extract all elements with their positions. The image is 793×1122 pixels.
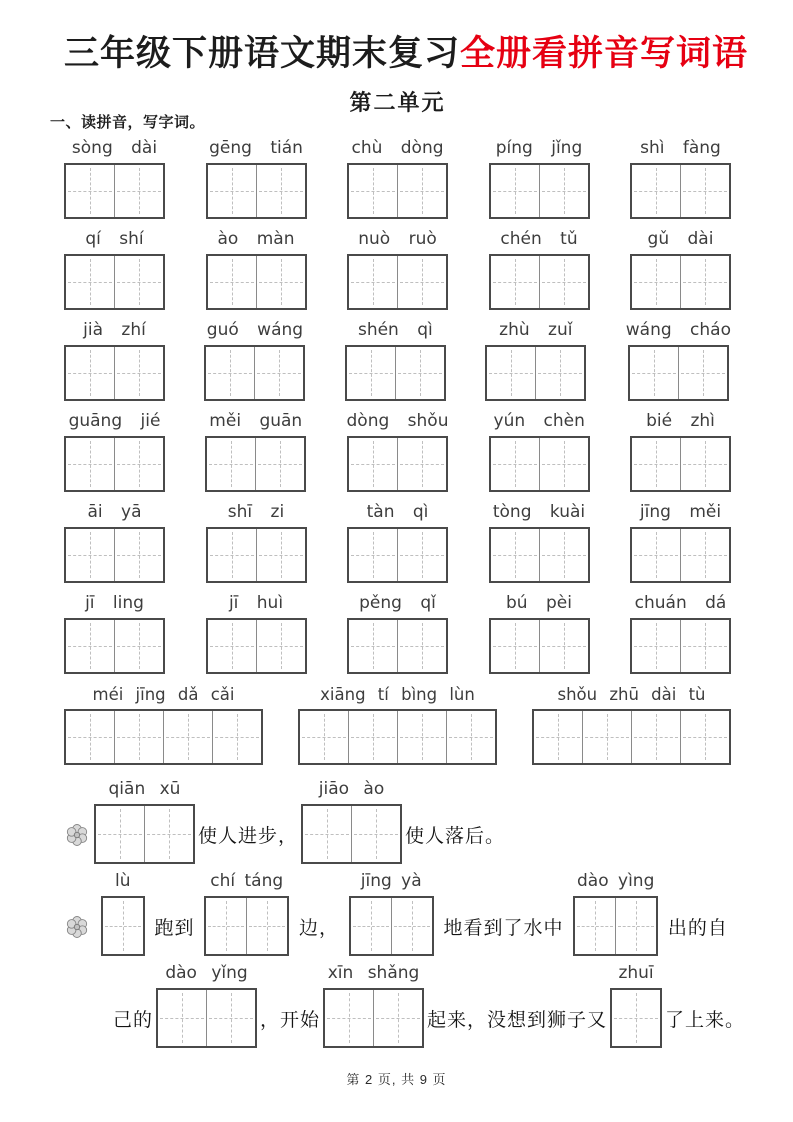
writing-grid-box [64, 527, 165, 583]
sentence-line [64, 779, 731, 864]
writing-cell [66, 529, 114, 581]
writing-grid-box [489, 436, 590, 492]
word-group [301, 779, 402, 864]
writing-cell [539, 529, 588, 581]
word-group [489, 502, 590, 583]
flower-icon [64, 822, 90, 848]
writing-cell [303, 806, 351, 862]
writing-cell [539, 620, 588, 672]
writing-grid-box [532, 709, 731, 765]
writing-grid-box [628, 345, 729, 401]
word-group [347, 138, 448, 219]
writing-grid-box [630, 436, 731, 492]
writing-cell [256, 165, 305, 217]
writing-cell [66, 347, 114, 399]
writing-cell [206, 347, 254, 399]
writing-cell [575, 898, 615, 954]
word-group [485, 320, 586, 401]
word-group [489, 229, 590, 310]
writing-cell [397, 529, 446, 581]
writing-cell [349, 438, 397, 490]
pinyin-label: chén tǔ [500, 229, 578, 250]
writing-cell [348, 711, 397, 763]
word-group [323, 963, 424, 1048]
word-group [206, 593, 307, 674]
writing-cell [256, 256, 305, 308]
pinyin-label: guó wáng [206, 320, 304, 341]
page-number: 第 2 页, 共 9 页 [346, 1072, 447, 1087]
sentence-text: 了上来。 [665, 1010, 746, 1032]
writing-cell [158, 990, 206, 1046]
pinyin-label: xiāng tí bìng lùn [320, 685, 475, 705]
title-red-part: 全册看拼音写词语 [460, 34, 749, 73]
pinyin-label: tàn qì [366, 502, 429, 523]
writing-cell [256, 529, 305, 581]
pinyin-label: āi yā [87, 502, 142, 523]
writing-grid-box [64, 254, 165, 310]
word-group [204, 871, 289, 956]
header-line [50, 86, 731, 134]
pinyin-label: jī huì [228, 593, 284, 614]
writing-grid-box [610, 988, 662, 1048]
writing-cell [114, 347, 163, 399]
writing-cell [535, 347, 584, 399]
pinyin-label: jīng yà [360, 871, 422, 892]
writing-grid-box [298, 709, 497, 765]
word-group [347, 502, 448, 583]
writing-cell [347, 347, 395, 399]
word-group [610, 963, 662, 1048]
writing-cell [349, 620, 397, 672]
pinyin-label: wáng cháo [625, 320, 731, 341]
writing-cell [680, 529, 729, 581]
writing-cell [349, 165, 397, 217]
writing-grid-box [64, 345, 165, 401]
pinyin-label: jiāo ào [318, 779, 385, 800]
writing-cell [491, 438, 539, 490]
writing-cell [615, 898, 656, 954]
word-group [347, 229, 448, 310]
writing-cell [256, 620, 305, 672]
writing-grid-box [206, 527, 307, 583]
writing-cell [539, 438, 588, 490]
word-group [205, 411, 306, 492]
word-group [347, 411, 449, 492]
writing-cell [397, 165, 446, 217]
writing-cell [534, 711, 582, 763]
writing-grid-box [345, 345, 446, 401]
word-row [64, 502, 731, 583]
word-group [347, 593, 448, 674]
sentence-text: 使人落后。 [405, 826, 506, 848]
pinyin-label: guāng jié [68, 411, 161, 432]
word-group [156, 963, 257, 1048]
writing-grid-box [156, 988, 257, 1048]
writing-grid-box [573, 896, 658, 956]
word-group [345, 320, 446, 401]
writing-grid-box [204, 345, 305, 401]
pinyin-label: shén qì [357, 320, 433, 341]
pinyin-label: ào màn [217, 229, 295, 250]
writing-cell [446, 711, 495, 763]
pinyin-label: bú pèi [506, 593, 572, 614]
writing-grid-box [489, 163, 590, 219]
writing-grid-box [205, 436, 306, 492]
writing-cell [539, 256, 588, 308]
writing-cell [255, 438, 304, 490]
pinyin-label: zhù zuǐ [499, 320, 573, 341]
writing-cell [66, 256, 114, 308]
word-row [64, 593, 731, 674]
pinyin-label: dào yìng [577, 871, 655, 892]
writing-cell [300, 711, 348, 763]
pinyin-label: shì fàng [640, 138, 721, 159]
word-group [630, 229, 731, 310]
pinyin-label: chuán dá [634, 593, 727, 614]
flower-icon [64, 914, 90, 940]
pinyin-label: sòng dài [71, 138, 158, 159]
writing-cell [680, 620, 729, 672]
writing-cell [539, 165, 588, 217]
writing-grid-box [347, 163, 448, 219]
writing-grid-box [204, 896, 289, 956]
writing-cell [397, 620, 446, 672]
word-group [94, 779, 195, 864]
writing-cell [680, 438, 729, 490]
writing-cell [114, 529, 163, 581]
pinyin-label: yún chèn [493, 411, 585, 432]
word-group [298, 684, 497, 765]
pinyin-label: pěng qǐ [359, 593, 436, 614]
pinyin-label: píng jǐng [495, 138, 583, 159]
writing-cell [632, 620, 680, 672]
word-group [630, 502, 731, 583]
word-group [489, 593, 590, 674]
unit-heading: 第二单元 [349, 90, 446, 116]
writing-cell [373, 990, 422, 1046]
sentence-text: 地看到了水中 [443, 918, 564, 940]
word-group [630, 411, 731, 492]
word-group [204, 320, 305, 401]
writing-grid-box [347, 436, 448, 492]
writing-grid-box [64, 709, 263, 765]
writing-grid-box [630, 618, 731, 674]
writing-grid-box [206, 254, 307, 310]
writing-cell [351, 898, 391, 954]
writing-cell [680, 711, 729, 763]
writing-cell [207, 438, 255, 490]
page-title [64, 34, 749, 74]
writing-cell [114, 438, 163, 490]
writing-cell [391, 898, 432, 954]
writing-cell [349, 256, 397, 308]
writing-cell [212, 711, 261, 763]
word-group [532, 684, 731, 765]
writing-grid-box [349, 896, 434, 956]
writing-grid-box [301, 804, 402, 864]
pinyin-label: lù [114, 871, 131, 892]
writing-grid-box [94, 804, 195, 864]
word-group [64, 411, 165, 492]
writing-cell [487, 347, 535, 399]
writing-cell [114, 620, 163, 672]
writing-cell [491, 620, 539, 672]
writing-grid-box [485, 345, 586, 401]
writing-grid-box [64, 618, 165, 674]
pinyin-label: jī ling [85, 593, 144, 614]
writing-cell [208, 256, 256, 308]
writing-cell [631, 711, 680, 763]
word-group [489, 138, 590, 219]
word-group [573, 871, 658, 956]
pinyin-label: bié zhì [646, 411, 715, 432]
writing-cell [66, 165, 114, 217]
pinyin-label: chí táng [210, 871, 284, 892]
writing-cell [582, 711, 631, 763]
word-group [489, 411, 590, 492]
pinyin-label: dào yǐng [165, 963, 248, 984]
writing-cell [612, 990, 660, 1046]
sentence-text: 出的自 [667, 918, 728, 940]
writing-cell [96, 806, 144, 862]
writing-cell [632, 256, 680, 308]
word-group [630, 593, 731, 674]
word-row [64, 138, 731, 219]
writing-cell [163, 711, 212, 763]
word-row [64, 684, 731, 765]
writing-cell [66, 711, 114, 763]
writing-cell [254, 347, 303, 399]
instruction-text: 一、读拼音，写字词。 [50, 114, 206, 132]
pinyin-label: zhuī [618, 963, 654, 984]
writing-cell [632, 438, 680, 490]
pinyin-word-grid [64, 138, 731, 765]
word-group [206, 138, 307, 219]
writing-grid-box [489, 527, 590, 583]
sentence-text: 边， [298, 918, 339, 940]
sentence-text: 跑到 [154, 918, 195, 940]
word-group [64, 320, 165, 401]
sentence-text: 使人进步， [198, 826, 299, 848]
sentence-text: ，开始 [260, 1010, 321, 1032]
pinyin-label: měi guān [209, 411, 303, 432]
sentence-line [110, 963, 746, 1048]
writing-cell [395, 347, 444, 399]
sentence-text: 己的 [113, 1010, 154, 1032]
pinyin-label: nuò ruò [358, 229, 437, 250]
writing-cell [66, 438, 114, 490]
writing-cell [397, 256, 446, 308]
writing-grid-box [489, 618, 590, 674]
pinyin-label: dòng shǒu [346, 411, 449, 432]
writing-grid-box [347, 254, 448, 310]
word-group [64, 138, 165, 219]
pinyin-label: shī zi [227, 502, 285, 523]
pinyin-label: qí shí [85, 229, 144, 250]
pinyin-label: tòng kuài [492, 502, 586, 523]
pinyin-label: qiān xū [108, 779, 181, 800]
writing-cell [206, 990, 255, 1046]
word-row [64, 320, 731, 401]
pinyin-label: gǔ dài [647, 229, 714, 250]
writing-grid-box [630, 163, 731, 219]
writing-grid-box [64, 436, 165, 492]
writing-cell [114, 165, 163, 217]
writing-cell [114, 711, 163, 763]
writing-grid-box [347, 618, 448, 674]
writing-cell [491, 256, 539, 308]
word-row [64, 411, 731, 492]
word-group [626, 320, 731, 401]
word-group [64, 593, 165, 674]
writing-cell [491, 165, 539, 217]
writing-cell [397, 438, 446, 490]
writing-cell [208, 529, 256, 581]
writing-cell [66, 620, 114, 672]
word-group [206, 502, 307, 583]
writing-grid-box [489, 254, 590, 310]
writing-cell [397, 711, 446, 763]
writing-cell [632, 165, 680, 217]
sentence-line [64, 871, 731, 956]
word-group [64, 684, 263, 765]
writing-grid-box [630, 254, 731, 310]
pinyin-label: gēng tián [209, 138, 303, 159]
writing-cell [208, 620, 256, 672]
pinyin-label: shǒu zhū dài tù [557, 685, 706, 705]
word-row [64, 229, 731, 310]
writing-cell [349, 529, 397, 581]
writing-grid-box [206, 618, 307, 674]
writing-cell [680, 256, 729, 308]
writing-cell [630, 347, 678, 399]
sentence-text: 起来，没想到狮子又 [427, 1010, 608, 1032]
word-group [630, 138, 731, 219]
writing-grid-box [206, 163, 307, 219]
writing-cell [246, 898, 287, 954]
writing-grid-box [64, 163, 165, 219]
writing-cell [680, 165, 729, 217]
writing-cell [351, 806, 400, 862]
writing-cell [208, 165, 256, 217]
writing-cell [114, 256, 163, 308]
word-group [206, 229, 307, 310]
writing-grid-box [347, 527, 448, 583]
writing-grid-box [323, 988, 424, 1048]
word-group [349, 871, 434, 956]
writing-cell [103, 898, 143, 954]
writing-cell [325, 990, 373, 1046]
writing-cell [144, 806, 193, 862]
pinyin-label: xīn shǎng [327, 963, 420, 984]
writing-cell [491, 529, 539, 581]
writing-grid-box [630, 527, 731, 583]
pinyin-label: méi jīng dǎ cǎi [92, 685, 235, 705]
word-group [64, 502, 165, 583]
word-group [64, 229, 165, 310]
sentence-section [64, 779, 746, 1048]
writing-cell [632, 529, 680, 581]
pinyin-label: chù dòng [351, 138, 444, 159]
pinyin-label: jīng měi [639, 502, 722, 523]
writing-cell [678, 347, 727, 399]
writing-grid-box [101, 896, 145, 956]
writing-cell [206, 898, 246, 954]
pinyin-label: jià zhí [83, 320, 146, 341]
word-group [101, 871, 145, 956]
title-black-part: 三年级下册语文期末复习 [64, 34, 461, 73]
